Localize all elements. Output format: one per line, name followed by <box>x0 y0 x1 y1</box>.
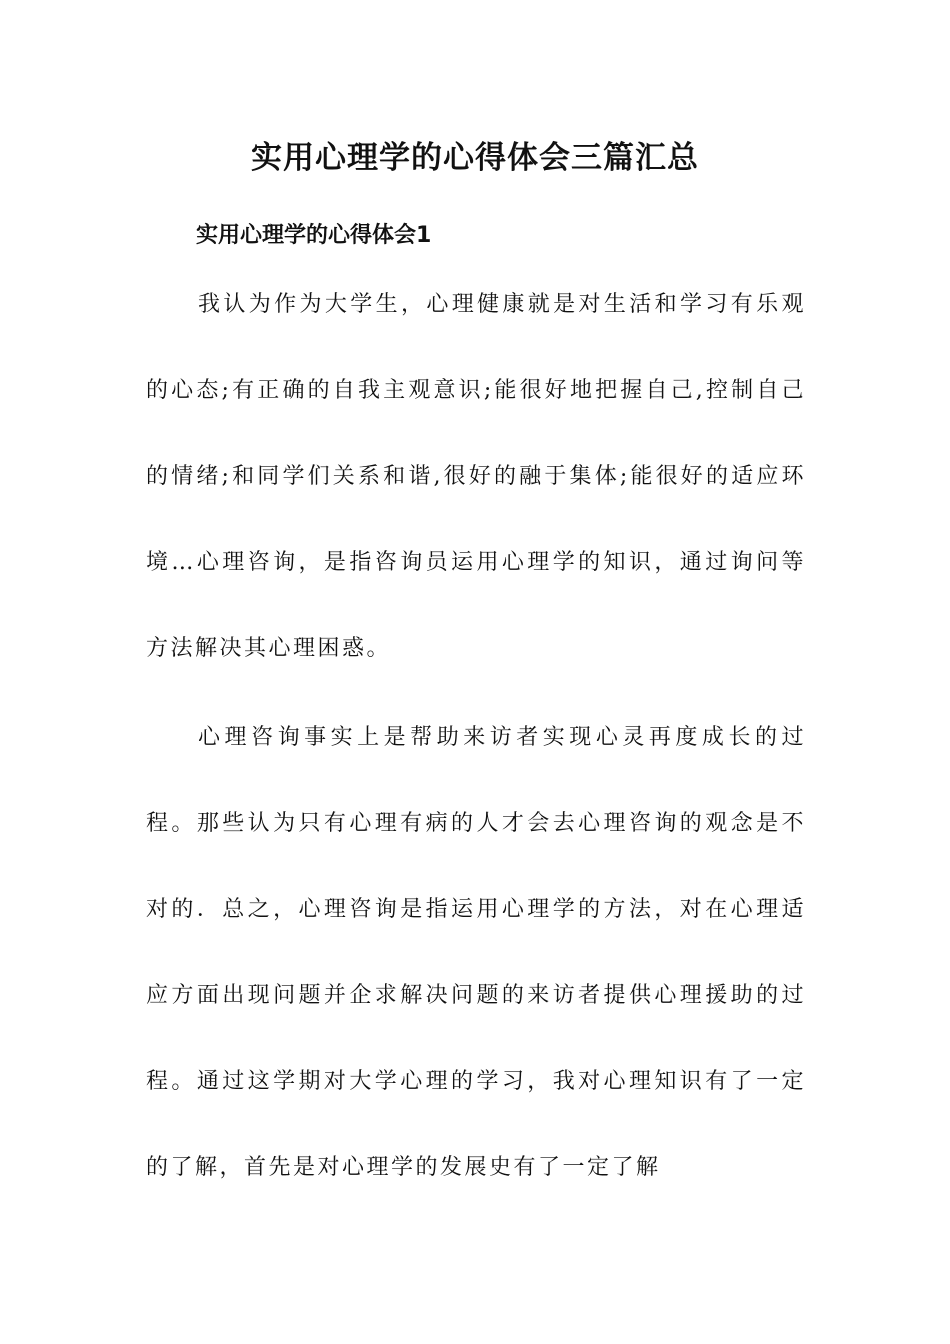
body-paragraph-2: 心理咨询事实上是帮助来访者实现心灵再度成长的过程。那些认为只有心理有病的人才会去心理咨询的观念是不对的．总之，心理咨询是指运用心理学的方法，对在心理适应方面出现问题并企求解决问题的来访者提供心理援助的过程。通过这学期对大学心理的学习，我对心理知识有了一定的了解，首先是对心理学的发展史有了一定了解 <box>146 725 806 1180</box>
section-heading: 实用心理学的心得体会1 <box>196 223 432 248</box>
document-title: 实用心理学的心得体会三篇汇总 <box>251 140 699 176</box>
body-paragraph-1: 我认为作为大学生，心理健康就是对生活和学习有乐观的心态;有正确的自我主观意识;能很好地把握自己,控制自己的情绪;和同学们关系和谐,很好的融于集体;能很好的适应环境…心理咨询，是指咨询员运用心理学的知识，通过询问等方法解决其心理困惑。 <box>146 292 806 661</box>
